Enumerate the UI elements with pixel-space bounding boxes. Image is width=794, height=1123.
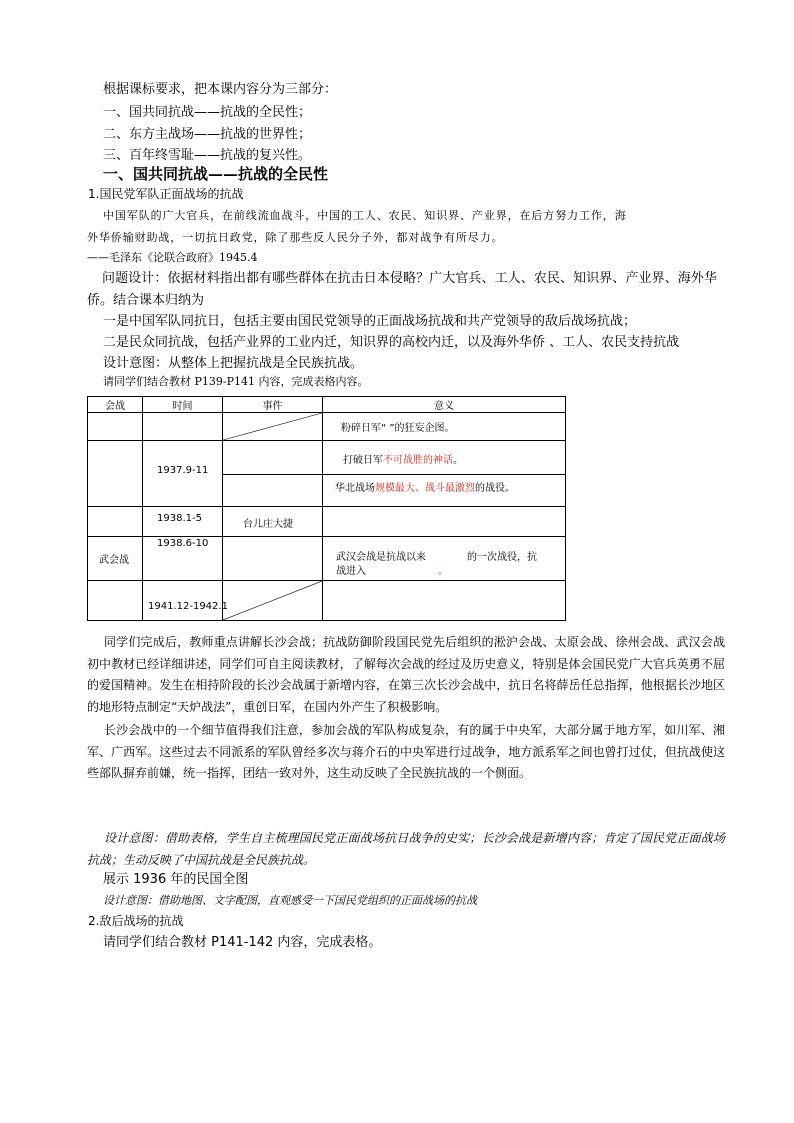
battle-4: 武会战 <box>99 555 129 566</box>
diagonal-slash <box>223 581 322 620</box>
cell-battle-1[interactable] <box>88 413 143 441</box>
cell-time-4 <box>143 537 223 581</box>
cell-meaning-1[interactable] <box>323 413 566 441</box>
design-note-1: 设计意图：借助表格，学生自主梳理国民党正面战场抗日战争的史实；长沙会战是新增内容；肯定了国民党正面战场抗战；生动反映了中国抗战是全民族抗战。 <box>87 831 725 867</box>
table-instruction: 请同学们结合教材 P139-P141 内容，完成表格内容。 <box>103 375 369 388</box>
cell-meaning-4 <box>323 537 566 581</box>
meaning-4-l2a: 战进入 <box>336 566 366 577</box>
quote-source: ——毛泽东《论联合政府》1945.4 <box>87 251 258 264</box>
meaning-2b-red: 规模最大、战斗最激烈 <box>375 483 475 494</box>
time-4: 1938.6-10 <box>157 538 209 549</box>
design-note-2: 设计意图：借助地图、文字配图，直观感受一下国民党组织的正面战场的抗战 <box>103 894 477 907</box>
cell-time-3 <box>143 507 223 537</box>
cell-meaning-2 <box>323 441 566 507</box>
meaning-divider <box>323 474 565 475</box>
subheading-2: 2.敌后战场的抗战 <box>88 914 184 928</box>
meaning-4-l1b: 的一次战役，抗 <box>467 552 537 563</box>
cell-event-4[interactable] <box>223 537 323 581</box>
header-meaning: 意义 <box>323 397 566 413</box>
meaning-2a-post: 。 <box>453 455 463 466</box>
time-3: 1938.1-5 <box>157 513 202 524</box>
cell-battle-3[interactable] <box>88 507 143 537</box>
cell-time-2 <box>143 441 223 507</box>
question-paragraph: 问题设计：依据材料指出都有哪些群体在抗击日本侵略？广大官兵、工人、农民、知识界、产业界、海外华侨。结合课本归纳为 <box>87 271 717 308</box>
meaning-2a <box>343 451 463 466</box>
quote-line-1: 中国军队的广大官兵，在前线流血战斗，中国的工人、农民、知识界、产业界，在后方努力工作，海 <box>103 209 627 222</box>
meaning-4-l2-red: 。 <box>438 566 448 577</box>
event-3: 台儿庄大捷 <box>243 519 293 530</box>
header-event: 事件 <box>223 397 323 413</box>
design-note: 设计意图：从整体上把握抗战是全民族抗战。 <box>103 356 364 371</box>
meaning-4-line1 <box>336 548 537 563</box>
map-line: 展示 1936 年的民国全图 <box>103 872 249 887</box>
subheading-1: 1.国民党军队正面战场的抗战 <box>88 187 244 201</box>
cell-time-1[interactable] <box>143 413 223 441</box>
cell-battle-4 <box>88 537 143 581</box>
intro-part-3: 三、百年终雪耻——抗战的复兴性。 <box>103 148 312 163</box>
header-battle: 会战 <box>88 397 143 413</box>
changsha-paragraph: 长沙会战中的一个细节值得我们注意，参加会战的军队构成复杂，有的属于中央军，大部分属于地方军，如川军、湘军、广西军。这些过去不同派系的军队曾经多次与蒋介石的中央军进行过战争，地方派系军之间也曾打过仗，但抗战使这些部队摒弃前嫌，统一指挥，团结一致对外，这生动反映了全民族抗战的一个侧面。 <box>87 723 725 780</box>
quote-line-2: 外华侨输财助战，一切抗日政党，除了那些反人民分子外，都对战争有所尽力。 <box>87 231 504 244</box>
meaning-1-text: 粉碎日军“ ”的狂妄企图。 <box>341 423 455 434</box>
table-instruction-2: 请同学们结合教材 P141-142 内容，完成表格。 <box>103 935 382 950</box>
diagonal-slash <box>223 413 322 440</box>
cell-meaning-3[interactable] <box>323 507 566 537</box>
meaning-2b-post: 的战役。 <box>475 483 515 494</box>
intro-part-1: 一、国共同抗战——抗战的全民性； <box>103 105 312 120</box>
teacher-paragraph: 同学们完成后，教师重点讲解长沙会战；抗战防御阶段国民党先后组织的淞沪会战、太原会战、徐州会战、武汉会战初中教材已经详细讲述，同学们可自主阅读教材，了解每次会战的经过及历史意义，特别是体会国民党广大官兵英勇不屈的爱国精神。发生在相持阶段的长沙会战属于新增内容，在第三次长沙会战中，抗日名将薛岳任总指挥，他根据长沙地区的地形特点制定“天炉战法”，重创日军，在国内外产生了积极影响。 <box>87 635 725 714</box>
cell-event-3 <box>223 507 323 537</box>
cell-battle-2[interactable] <box>88 441 143 507</box>
header-time: 时间 <box>143 397 223 413</box>
cell-battle-5[interactable] <box>88 581 143 621</box>
meaning-2b-pre: 华北战场 <box>335 483 375 494</box>
intro-part-2: 二、东方主战场——抗战的世界性； <box>103 127 312 142</box>
meaning-2a-red: 不可战胜的神话 <box>383 455 453 466</box>
cell-meaning-5[interactable] <box>323 581 566 621</box>
point-1: 一是中国军队同抗日，包括主要由国民党领导的正面战场抗战和共产党领导的敌后战场抗战； <box>103 314 637 329</box>
point-2: 二是民众同抗战，包括产业界的工业内迁，知识界的高校内迁，以及海外华侨 、工人、农民支持抗战 <box>103 335 680 350</box>
time-5: 1941.12-1942.1 <box>148 601 228 612</box>
section-heading: 一、国共同抗战——抗战的全民性 <box>103 165 329 183</box>
cell-event-2[interactable] <box>223 441 323 507</box>
intro-lead: 根据课标要求，把本课内容分为三部分： <box>103 82 338 97</box>
time-2: 1937.9-11 <box>157 465 209 476</box>
cell-time-5 <box>143 581 228 621</box>
cell-event-5[interactable] <box>223 581 323 621</box>
meaning-4-line2 <box>336 562 448 577</box>
meaning-2a-pre: 打破日军 <box>343 455 383 466</box>
event-divider <box>223 474 322 475</box>
meaning-2b <box>335 479 515 494</box>
battle-table <box>87 396 566 621</box>
cell-event-1[interactable] <box>223 413 323 441</box>
meaning-4-l1a: 武汉会战是抗战以来 <box>336 552 426 563</box>
